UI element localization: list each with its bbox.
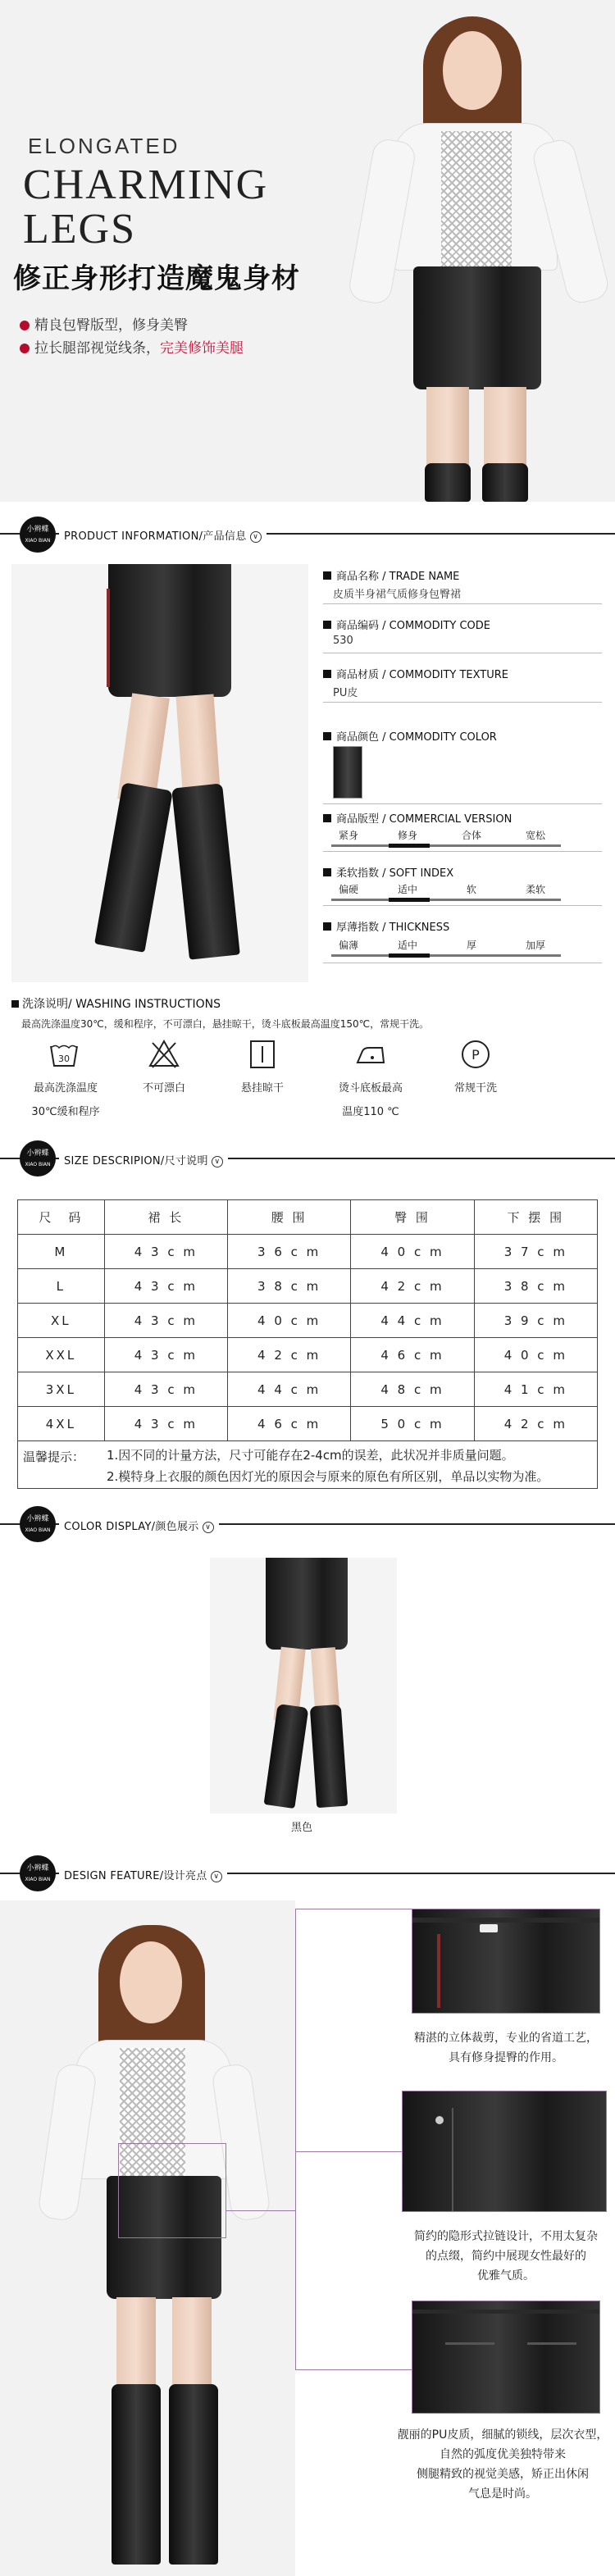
info-label: 商品材质 / COMMODITY TEXTURE [323,666,508,681]
hero-bullet: 拉长腿部视觉线条，完美修饰美腿 [20,336,244,357]
color-display-photo [210,1558,397,1814]
svg-text:P: P [472,1047,480,1063]
hero-bullet: 精良包臀版型，修身美臀 [20,313,188,334]
iron-icon [354,1038,387,1071]
detail-photo-back [412,2301,600,2414]
hero-model-photo [344,0,615,502]
color-swatch-black[interactable] [333,746,362,799]
table-row: XXL 4 3 c m 4 2 c m 4 6 c m 4 0 c m [18,1338,598,1372]
hero-title-line1: CHARMING [23,162,269,208]
color-caption: 黑色 [291,1822,313,1834]
size-table [17,1199,598,1489]
product-photo [11,564,308,982]
dry-clean-p-icon [459,1038,492,1071]
version-selected-marker [389,844,430,848]
chevron-down-icon: ∨ [203,1522,214,1533]
washing-desc: 最高洗涤温度30℃，缓和程序，不可漂白，悬挂晾干，烫斗底板最高温度150℃，常规干洗。 [21,1018,430,1030]
brand-logo: 小辫蝶 XIAO BIAN [20,517,56,553]
info-value: 530 [333,635,353,647]
section-title-product-info: PRODUCT INFORMATION/产品信息 ∨ [59,527,266,543]
design-model-photo [0,1900,295,2576]
info-label: 商品名称 / TRADE NAME [323,567,459,583]
section-title-design: DESIGN FEATURE/设计亮点 ∨ [59,1867,227,1882]
washtub-30-icon [48,1038,80,1071]
bullet-dot-icon [20,321,30,330]
hero-banner [0,0,615,502]
table-row: 3XL 4 3 c m 4 4 c m 4 8 c m 4 1 c m [18,1372,598,1407]
detail-caption-1: 精湛的立体裁剪，专业的省道工艺， 具有修身提臀的作用。 [414,2032,598,2064]
info-label: 商品版型 / COMMERCIAL VERSION [323,810,512,826]
table-header-row: 尺 码 裙 长 腰 围 臀 围 下 摆 围 [18,1200,598,1235]
thick-selected-marker [389,953,430,958]
hero-subtitle: ELONGATED [28,134,180,158]
no-bleach-icon [148,1038,180,1071]
info-label: 柔软指数 / SOFT INDEX [323,864,453,880]
detail-caption-3: 靓丽的PU皮质，细腻的锁线，层次衣型， 自然的弧度优美独特带来 侧腿精致的视觉美感，矫正出休闲 气息是时尚。 [397,2428,608,2501]
brand-logo: 小辫蝶 XIAO BIAN [20,1855,56,1891]
hang-dry-icon [246,1038,279,1071]
detail-caption-2: 简约的隐形式拉链设计，不用太复杂 的点缀，简约中展现女性最好的 优雅气质。 [414,2230,598,2282]
table-row: L 4 3 c m 3 8 c m 4 2 c m 3 8 c m [18,1269,598,1304]
detail-photo-zipper [402,2091,607,2212]
washing-title: 洗涤说明/ WASHING INSTRUCTIONS [11,995,221,1012]
washing-icons: 30 最高洗涤温度 30℃缓和程序 不可漂白 悬挂晾干 烫斗底板最高 温度110 ℃ P 常规干洗 [25,1038,582,1120]
info-value: PU皮 [333,687,358,699]
svg-text:30: 30 [58,1054,70,1064]
info-label: 商品编码 / COMMODITY CODE [323,617,490,632]
brand-logo: 小辫蝶 XIAO BIAN [20,1140,56,1176]
detail-photo-pocket [412,1909,600,2014]
brand-logo: 小辫蝶 XIAO BIAN [20,1506,56,1542]
bullet-dot-icon [20,344,30,353]
section-title-color: COLOR DISPLAY/颜色展示 ∨ [59,1518,219,1533]
table-row: XL 4 3 c m 4 0 c m 4 4 c m 3 9 c m [18,1304,598,1338]
chevron-down-icon: ∨ [250,531,262,543]
info-label: 厚薄指数 / THICKNESS [323,918,449,934]
info-label: 商品颜色 / COMMODITY COLOR [323,728,497,744]
info-value: 皮质半身裙气质修身包臀裙 [333,589,462,601]
size-tips: 温馨提示： 1.因不同的计量方法，尺寸可能存在2-4cm的误差，此状况并非质量问题。 2.模特身上衣服的颜色因灯光的原因会与原来的原色有所区别，单品以实物为准。 [17,1441,598,1489]
table-row: 4XL 4 3 c m 4 6 c m 5 0 c m 4 2 c m [18,1407,598,1441]
table-row: M 4 3 c m 3 6 c m 4 0 c m 3 7 c m [18,1235,598,1269]
soft-selected-marker [389,898,430,902]
section-title-size: SIZE DESCRIPION/尺寸说明 ∨ [59,1152,228,1167]
chevron-down-icon: ∨ [212,1156,223,1167]
hero-title-cn: 修正身形打造魔鬼身材 [13,262,300,295]
hero-title-line2: LEGS [23,206,136,253]
chevron-down-icon: ∨ [211,1871,222,1882]
